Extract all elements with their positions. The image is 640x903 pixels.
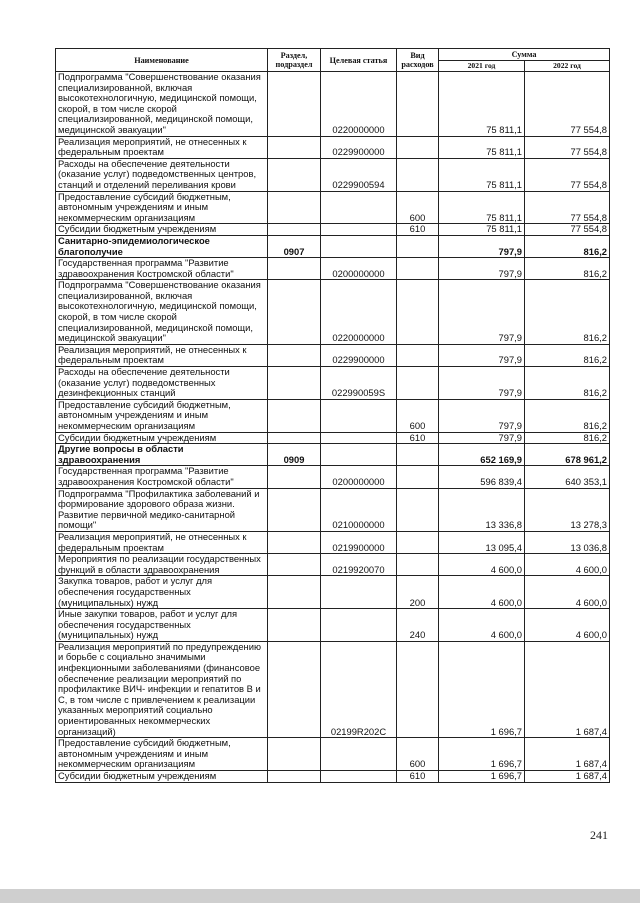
cell-name: Субсидии бюджетным учреждениям [56, 771, 268, 783]
cell-section [268, 432, 321, 444]
cell-2021: 797,9 [439, 399, 525, 432]
table-row [56, 224, 610, 236]
cell-2022: 77 554,8 [525, 158, 610, 191]
cell-expense-type [397, 344, 439, 366]
cell-section: 0909 [268, 444, 321, 466]
cell-section [268, 771, 321, 783]
cell-2021: 75 811,1 [439, 224, 525, 236]
cell-expense-type: 610 [397, 771, 439, 783]
cell-section [268, 531, 321, 553]
cell-2021: 13 336,8 [439, 488, 525, 531]
cell-expense-type: 610 [397, 224, 439, 236]
cell-2022: 816,2 [525, 235, 610, 257]
table-row [56, 367, 610, 400]
cell-name: Закупка товаров, работ и услуг для обеспечения государственных (муниципальных) нужд [56, 576, 268, 609]
table-row [56, 399, 610, 432]
cell-name: Предоставление субсидий бюджетным, автономным учреждениям и иным некоммерческим организациям [56, 399, 268, 432]
cell-2021: 75 811,1 [439, 191, 525, 224]
cell-2022: 77 554,8 [525, 224, 610, 236]
cell-2022: 4 600,0 [525, 554, 610, 576]
cell-section [268, 158, 321, 191]
cell-section [268, 367, 321, 400]
cell-2022: 13 036,8 [525, 531, 610, 553]
cell-name: Иные закупки товаров, работ и услуг для обеспечения государственных (муниципальных) нужд [56, 609, 268, 642]
cell-target: 02199R202C [321, 641, 397, 737]
cell-expense-type: 600 [397, 191, 439, 224]
table-row [56, 554, 610, 576]
table-row [56, 280, 610, 345]
cell-expense-type [397, 258, 439, 280]
cell-2021: 1 696,7 [439, 641, 525, 737]
cell-2022: 77 554,8 [525, 136, 610, 158]
page-number: 241 [590, 828, 608, 842]
cell-target: 022990059S [321, 367, 397, 400]
cell-name: Мероприятия по реализации государственных функций в области здравоохранения [56, 554, 268, 576]
cell-2022: 4 600,0 [525, 609, 610, 642]
table-row [56, 466, 610, 488]
cell-target [321, 444, 397, 466]
table-row [56, 771, 610, 783]
budget-table [55, 48, 610, 783]
cell-2022: 4 600,0 [525, 576, 610, 609]
header-2021: 2021 год [439, 61, 525, 72]
cell-2022: 77 554,8 [525, 191, 610, 224]
cell-section [268, 224, 321, 236]
cell-2022: 816,2 [525, 399, 610, 432]
cell-section [268, 191, 321, 224]
cell-name: Санитарно-эпидемиологическое благополучие [56, 235, 268, 257]
header-expense-type: Вид расходов [397, 49, 439, 72]
cell-target: 0229900594 [321, 158, 397, 191]
cell-2021: 1 696,7 [439, 738, 525, 771]
cell-section [268, 738, 321, 771]
table-row [56, 158, 610, 191]
table-row [56, 488, 610, 531]
cell-2021: 75 811,1 [439, 158, 525, 191]
cell-2022: 816,2 [525, 432, 610, 444]
table-row [56, 258, 610, 280]
cell-2021: 797,9 [439, 367, 525, 400]
cell-target [321, 609, 397, 642]
cell-name: Реализация мероприятий, не отнесенных к федеральным проектам [56, 136, 268, 158]
cell-expense-type [397, 488, 439, 531]
cell-target [321, 224, 397, 236]
cell-2021: 75 811,1 [439, 72, 525, 137]
cell-expense-type [397, 72, 439, 137]
cell-name: Государственная программа "Развитие здравоохранения Костромской области" [56, 258, 268, 280]
header-target: Целевая статья [321, 49, 397, 72]
cell-section [268, 466, 321, 488]
table-row [56, 191, 610, 224]
cell-name: Расходы на обеспечение деятельности (оказание услуг) подведомственных дезинфекционных станций [56, 367, 268, 400]
cell-2021: 797,9 [439, 280, 525, 345]
cell-expense-type [397, 280, 439, 345]
cell-2022: 816,2 [525, 344, 610, 366]
cell-expense-type [397, 466, 439, 488]
cell-target: 0210000000 [321, 488, 397, 531]
cell-section [268, 641, 321, 737]
cell-target: 0229900000 [321, 136, 397, 158]
cell-expense-type: 600 [397, 399, 439, 432]
cell-2021: 4 600,0 [439, 554, 525, 576]
cell-2022: 13 278,3 [525, 488, 610, 531]
cell-name: Реализация мероприятий по предупреждению и борьбе с социально значимыми инфекционными заболеваниями (финансовое обеспечение реализации мероприятий по профилактике ВИЧ- инфекции и гепатитов В и С, в том числе с привлечением к реализации указанных мероприятий социально ориентированных некоммерческих организаций) [56, 641, 268, 737]
cell-2022: 678 961,2 [525, 444, 610, 466]
cell-section [268, 609, 321, 642]
cell-target: 0219920070 [321, 554, 397, 576]
table-row [56, 235, 610, 257]
table-row [56, 531, 610, 553]
table-row [56, 136, 610, 158]
cell-expense-type [397, 554, 439, 576]
cell-section [268, 136, 321, 158]
header-name: Наименование [56, 49, 268, 72]
cell-section [268, 554, 321, 576]
cell-name: Другие вопросы в области здравоохранения [56, 444, 268, 466]
cell-expense-type [397, 235, 439, 257]
cell-section [268, 576, 321, 609]
cell-target: 0200000000 [321, 258, 397, 280]
table-row [56, 72, 610, 137]
cell-target [321, 191, 397, 224]
table-row [56, 609, 610, 642]
table-body [56, 72, 610, 783]
cell-2021: 1 696,7 [439, 771, 525, 783]
cell-expense-type: 240 [397, 609, 439, 642]
scan-edge [0, 889, 640, 903]
cell-expense-type [397, 158, 439, 191]
header-sum: Сумма [439, 49, 610, 61]
cell-2022: 640 353,1 [525, 466, 610, 488]
cell-2021: 652 169,9 [439, 444, 525, 466]
cell-name: Подпрограмма "Совершенствование оказания специализированной, включая высокотехнологичную, медицинской помощи, скорой, в том числе скорой специализированной, медицинской помощи, медицинской эвакуации" [56, 280, 268, 345]
cell-expense-type [397, 641, 439, 737]
cell-expense-type [397, 367, 439, 400]
cell-name: Предоставление субсидий бюджетным, автономным учреждениям и иным некоммерческим организациям [56, 738, 268, 771]
table-row [56, 576, 610, 609]
cell-section [268, 399, 321, 432]
cell-2022: 816,2 [525, 258, 610, 280]
cell-2021: 13 095,4 [439, 531, 525, 553]
table-row [56, 444, 610, 466]
cell-2021: 797,9 [439, 432, 525, 444]
cell-section [268, 280, 321, 345]
header-section: Раздел, подраздел [268, 49, 321, 72]
cell-2022: 1 687,4 [525, 641, 610, 737]
header-2022: 2022 год [525, 61, 610, 72]
cell-target: 0219900000 [321, 531, 397, 553]
cell-2022: 1 687,4 [525, 738, 610, 771]
cell-name: Субсидии бюджетным учреждениям [56, 432, 268, 444]
cell-target [321, 399, 397, 432]
table-row [56, 344, 610, 366]
cell-name: Государственная программа "Развитие здравоохранения Костромской области" [56, 466, 268, 488]
cell-target [321, 235, 397, 257]
table-row [56, 738, 610, 771]
cell-expense-type [397, 136, 439, 158]
cell-2022: 816,2 [525, 280, 610, 345]
cell-2021: 797,9 [439, 235, 525, 257]
cell-name: Предоставление субсидий бюджетным, автономным учреждениям и иным некоммерческим организациям [56, 191, 268, 224]
cell-target [321, 738, 397, 771]
cell-target [321, 576, 397, 609]
cell-2021: 797,9 [439, 258, 525, 280]
cell-target: 0200000000 [321, 466, 397, 488]
cell-name: Расходы на обеспечение деятельности (оказание услуг) подведомственных центров, станций и отделений переливания крови [56, 158, 268, 191]
cell-section [268, 344, 321, 366]
cell-section [268, 258, 321, 280]
cell-target: 0220000000 [321, 72, 397, 137]
cell-name: Реализация мероприятий, не отнесенных к федеральным проектам [56, 344, 268, 366]
cell-expense-type [397, 531, 439, 553]
cell-2021: 4 600,0 [439, 609, 525, 642]
cell-2021: 596 839,4 [439, 466, 525, 488]
cell-section [268, 72, 321, 137]
cell-expense-type [397, 444, 439, 466]
cell-name: Подпрограмма "Профилактика заболеваний и формирование здорового образа жизни. Развитие первичной медико-санитарной помощи" [56, 488, 268, 531]
cell-target: 0229900000 [321, 344, 397, 366]
table-row [56, 641, 610, 737]
cell-2022: 1 687,4 [525, 771, 610, 783]
table-header [56, 49, 610, 72]
cell-target [321, 771, 397, 783]
cell-name: Подпрограмма "Совершенствование оказания специализированной, включая высокотехнологичную, медицинской помощи, скорой, в том числе скорой специализированной, медицинской помощи, медицинской эвакуации" [56, 72, 268, 137]
cell-2022: 77 554,8 [525, 72, 610, 137]
table-row [56, 432, 610, 444]
cell-2022: 816,2 [525, 367, 610, 400]
cell-expense-type: 610 [397, 432, 439, 444]
cell-section [268, 488, 321, 531]
cell-name: Реализация мероприятий, не отнесенных к федеральным проектам [56, 531, 268, 553]
cell-2021: 797,9 [439, 344, 525, 366]
cell-expense-type: 200 [397, 576, 439, 609]
cell-name: Субсидии бюджетным учреждениям [56, 224, 268, 236]
cell-2021: 4 600,0 [439, 576, 525, 609]
cell-2021: 75 811,1 [439, 136, 525, 158]
cell-target [321, 432, 397, 444]
cell-section: 0907 [268, 235, 321, 257]
cell-expense-type: 600 [397, 738, 439, 771]
cell-target: 0220000000 [321, 280, 397, 345]
